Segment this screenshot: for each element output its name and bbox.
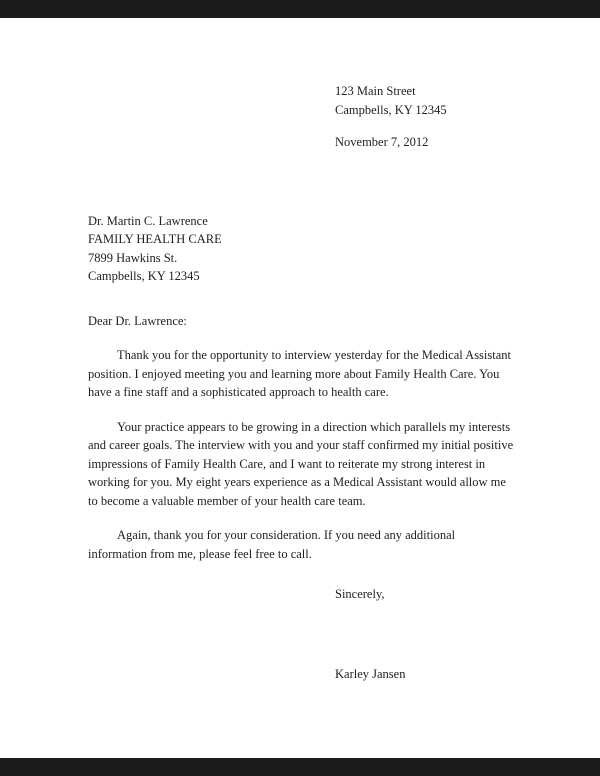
letter-page bbox=[0, 18, 600, 758]
recipient-city: Campbells, KY 12345 bbox=[88, 269, 200, 283]
signature-name: Karley Jansen bbox=[335, 666, 406, 681]
salutation: Dear Dr. Lawrence: bbox=[88, 313, 187, 328]
body-paragraph-1: Thank you for the opportunity to interview yesterday for the Medical Assistant position. I enjoyed meeting you and learning more about Family Health Care. You have a fine staff and a sophisticated approach to health care. bbox=[88, 348, 512, 399]
sender-address-block bbox=[335, 82, 514, 119]
bottom-border bbox=[0, 758, 600, 776]
recipient-company: FAMILY HEALTH CARE bbox=[88, 232, 222, 246]
body-paragraph-3: Again, thank you for your consideration. If you need any additional information from me, please feel free to call. bbox=[88, 528, 456, 561]
recipient-street: 7899 Hawkins St. bbox=[88, 250, 178, 265]
sender-address-line-2: Campbells, KY 12345 bbox=[335, 102, 447, 117]
letter-date: November 7, 2012 bbox=[335, 135, 429, 149]
recipient-name: Dr. Martin C. Lawrence bbox=[88, 213, 208, 228]
body-paragraph-2: Your practice appears to be growing in a direction which parallels my interests and career goals. The interview with you and your staff confirmed my initial positive impressions of Family Health Care, and I want to reiterate my strong interest in working for you. My eight years experience as a Medical Assistant would allow me to become a valuable member of your health care team. bbox=[88, 419, 514, 508]
sender-address-line-1: 123 Main Street bbox=[335, 84, 416, 98]
closing: Sincerely, bbox=[335, 587, 385, 601]
top-border bbox=[0, 0, 600, 18]
recipient-address-block bbox=[88, 212, 514, 286]
